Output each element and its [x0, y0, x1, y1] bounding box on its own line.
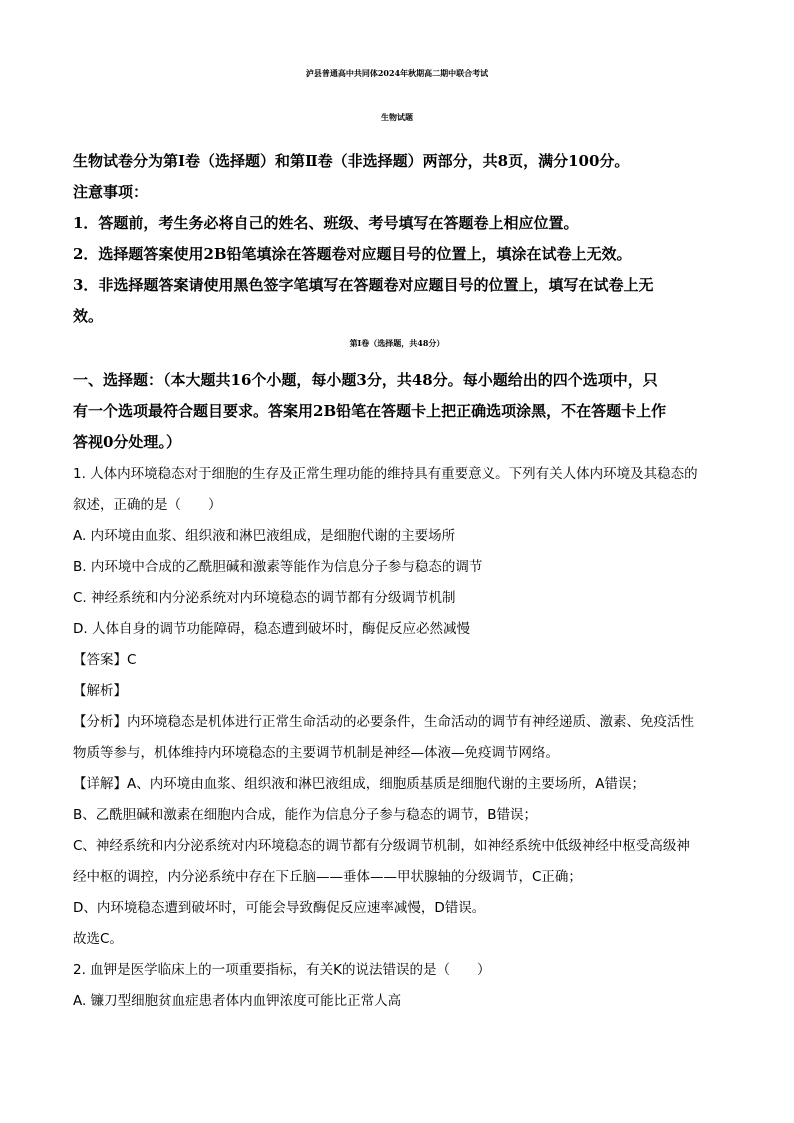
exam-title: 泸县普通高中共同体2024年秋期高二期中联合考试	[305, 68, 489, 78]
q1-option-b: B. 内环境中合成的乙酰胆碱和激素等能作为信息分子参与稳态的调节	[73, 559, 483, 575]
q1-analysis: 【分析】内环境稳态是机体进行正常生命活动的必要条件，生命活动的调节有神经递质、激素、免疫活性	[73, 714, 694, 730]
q2-stem: 2. 血钾是医学临床上的一项重要指标，有关K的说法错误的是（ ）	[73, 962, 491, 978]
notice-item-1: 1．答题前，考生务必将自己的姓名、班级、考号填写在答题卷上相应位置。	[73, 214, 579, 232]
q1-detail-d: D、内环境稳态遭到破坏时，可能会导致酶促反应速率减慢，D错误。	[73, 900, 486, 916]
q1-detail-c: C、神经系统和内分泌系统对内环境稳态的调节都有分级调节机制，如神经系统中低级神经中枢受高级神	[73, 838, 690, 854]
notice-item-3-cont: 效。	[73, 307, 104, 325]
q1-stem: 1. 人体内环境稳态对于细胞的生存及正常生理功能的维持具有重要意义。下列有关人体内环境及其稳态的	[73, 466, 698, 482]
subject-title: 生物试题	[381, 112, 413, 122]
q1-detail-a: 【详解】A、内环境由血浆、组织液和淋巴液组成，细胞质基质是细胞代谢的主要场所，A错误；	[73, 776, 645, 792]
section-instructions-end: 答视0分处理。）	[73, 433, 181, 451]
q1-option-d: D. 人体自身的调节功能障碍，稳态遭到破坏时，酶促反应必然减慢	[73, 621, 470, 637]
notice-heading: 注意事项：	[73, 183, 149, 201]
notice-item-2: 2．选择题答案使用2B铅笔填涂在答题卷对应题目号的位置上，填涂在试卷上无效。	[73, 245, 632, 263]
q1-conclusion: 故选C。	[73, 931, 123, 947]
section-heading: 第Ⅰ卷（选择题，共48分）	[349, 338, 445, 348]
paper-summary: 生物试卷分为第Ⅰ卷（选择题）和第Ⅱ卷（非选择题）两部分，共8页，满分100分。	[73, 152, 630, 170]
q1-analysis-cont: 物质等参与，机体维持内环境稳态的主要调节机制是神经—体液—免疫调节网络。	[73, 745, 559, 761]
q2-option-a: A. 镰刀型细胞贫血症患者体内血钾浓度可能比正常人高	[73, 993, 402, 1009]
section-instructions: 一、选择题：（本大题共16个小题，每小题3分，共48分。每小题给出的四个选项中，只	[73, 371, 658, 389]
q1-option-a: A. 内环境由血浆、组织液和淋巴液组成，是细胞代谢的主要场所	[73, 528, 456, 544]
q1-answer: 【答案】C	[73, 652, 137, 668]
q1-stem-cont: 叙述，正确的是（ ）	[73, 497, 222, 513]
section-instructions-cont: 有一个选项最符合题目要求。答案用2B铅笔在答题卡上把正确选项涂黑，不在答题卡上作	[73, 402, 667, 420]
q1-explanation-label: 【解析】	[73, 683, 127, 699]
q1-detail-b: B、乙酰胆碱和激素在细胞内合成，能作为信息分子参与稳态的调节，B错误；	[73, 807, 538, 823]
q1-detail-c-cont: 经中枢的调控，内分泌系统中存在下丘脑——垂体——甲状腺轴的分级调节，C正确；	[73, 869, 582, 885]
notice-item-3: 3．非选择题答案请使用黑色签字笔填写在答题卷对应题目号的位置上，填写在试卷上无	[73, 276, 654, 294]
q1-option-c: C. 神经系统和内分泌系统对内环境稳态的调节都有分级调节机制	[73, 590, 456, 606]
